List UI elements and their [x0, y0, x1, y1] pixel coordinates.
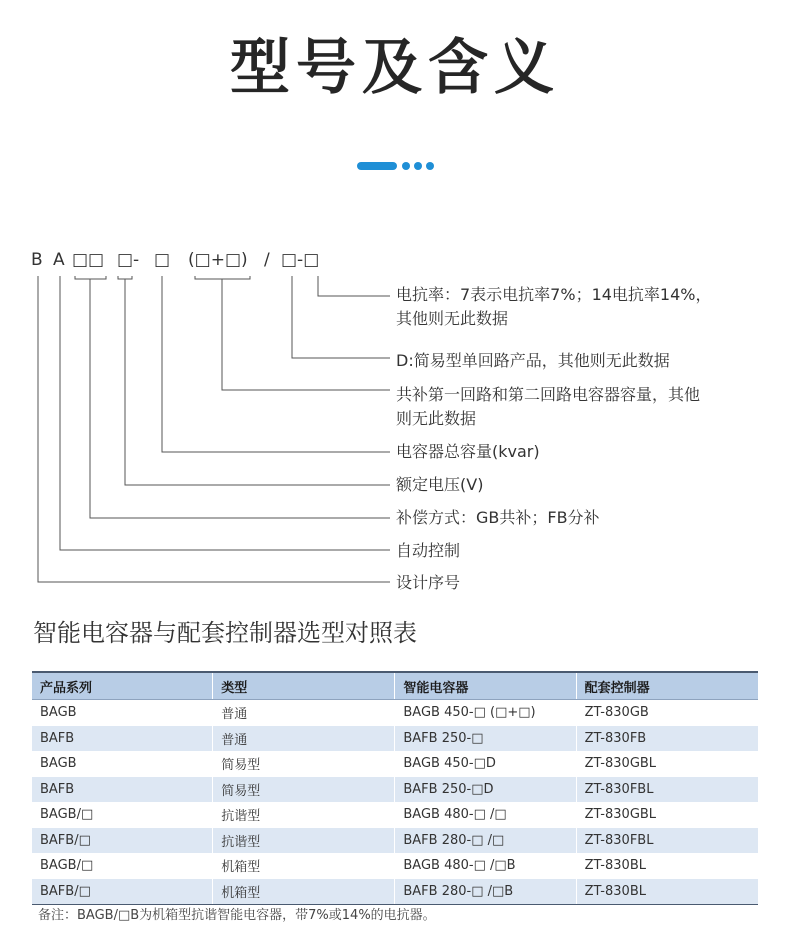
meaning-auto-control: 自动控制	[396, 541, 461, 560]
header-type: 类型	[213, 672, 395, 700]
code-part: A	[53, 250, 65, 270]
code-part: □-	[117, 250, 140, 270]
header-controller: 配套控制器	[576, 672, 758, 700]
meaning-design-serial: 设计序号	[396, 573, 461, 592]
meaning-total-capacity: 电容器总容量(kvar)	[396, 442, 540, 461]
meaning-reactance: 电抗率：7表示电抗率7%；14电抗率14%， 其他则无此数据	[396, 285, 712, 328]
table-cell: BAFB	[32, 777, 213, 803]
table-header-row	[32, 672, 758, 700]
table-cell: BAGB 450-□D	[395, 751, 576, 777]
selection-table	[32, 671, 758, 905]
table-cell: 普通	[213, 700, 395, 726]
table-cell: BAGB 480-□ /□B	[395, 853, 576, 879]
table-row	[32, 700, 758, 726]
code-part: (□+□)	[188, 250, 248, 270]
meaning-compensation: 补偿方式：GB共补；FB分补	[396, 508, 600, 527]
table-cell: BAFB/□	[32, 879, 213, 905]
table-row	[32, 802, 758, 828]
code-part: □□	[72, 250, 105, 270]
code-part: B	[31, 250, 43, 270]
meaning-rated-voltage: 额定电压(V)	[396, 475, 484, 494]
code-part: □	[154, 250, 171, 270]
code-part: □-□	[281, 250, 320, 270]
meaning-simple-type: D:简易型单回路产品，其他则无此数据	[396, 351, 670, 370]
table-cell: ZT-830BL	[576, 879, 758, 905]
table-row	[32, 726, 758, 752]
table-cell: 机箱型	[213, 853, 395, 879]
table-row	[32, 828, 758, 854]
table-cell: BAGB 480-□ /□	[395, 802, 576, 828]
table-cell: ZT-830FBL	[576, 777, 758, 803]
table-cell: BAFB	[32, 726, 213, 752]
table-cell: BAFB 250-□	[395, 726, 576, 752]
table-cell: ZT-830GBL	[584, 807, 657, 823]
table-cell: ZT-830BL	[584, 858, 646, 874]
table-row	[32, 853, 758, 879]
table-cell: BAFB 250-□D	[395, 777, 576, 803]
table-cell: 简易型	[213, 777, 395, 803]
table-cell: BAFB 280-□ /□	[395, 828, 576, 854]
table-cell: BAGB/□	[32, 802, 213, 828]
table-cell: ZT-830GBL	[584, 756, 657, 772]
table-cell: ZT-830GB	[584, 705, 649, 721]
table-cell: BAFB/□	[32, 828, 213, 854]
section-title: 智能电容器与配套控制器选型对照表	[33, 619, 417, 647]
page-title: 型号及含义	[230, 33, 560, 103]
code-part: /	[264, 250, 270, 270]
table-cell: BAGB/□	[32, 853, 213, 879]
table-cell: BAGB 450-□ (□+□)	[395, 700, 576, 726]
table-cell: BAFB 280-□ /□B	[395, 879, 576, 905]
table-row	[32, 777, 758, 803]
table-cell: ZT-830FB	[576, 726, 758, 752]
table-cell: BAGB	[32, 751, 213, 777]
table-row	[32, 879, 758, 905]
table-cell: BAGB	[32, 700, 213, 726]
table-cell: 普通	[213, 726, 395, 752]
meaning-circuit-capacity: 共补第一回路和第二回路电容器容量，其他 则无此数据	[396, 385, 701, 428]
header-capacitor: 智能电容器	[395, 672, 576, 700]
table-row	[32, 751, 758, 777]
table-cell: 抗谐型	[213, 802, 395, 828]
header-series: 产品系列	[32, 672, 213, 700]
table-cell: 简易型	[213, 751, 395, 777]
table-cell: ZT-830FBL	[576, 828, 758, 854]
footnote: 备注：BAGB/□B为机箱型抗谐智能电容器，带7%或14%的电抗器。	[38, 908, 436, 923]
table-cell: 机箱型	[213, 879, 395, 905]
table-cell: 抗谐型	[213, 828, 395, 854]
